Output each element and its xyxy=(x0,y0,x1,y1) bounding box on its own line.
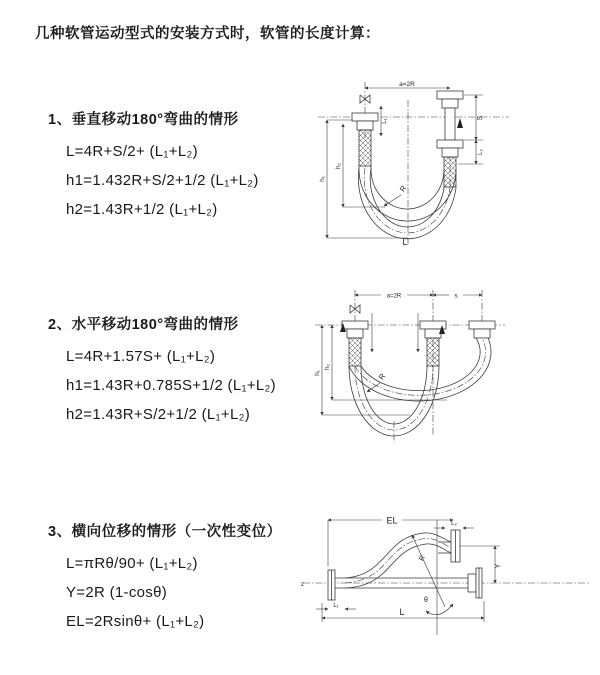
dimension-lines xyxy=(327,88,483,238)
hose-fittings xyxy=(340,321,495,366)
dim-label-r: R xyxy=(376,371,388,382)
dim-label-r: R xyxy=(397,183,409,194)
formula-y: Y=2R (1-cosθ) xyxy=(66,584,168,601)
dim-label-el: EL xyxy=(386,515,398,526)
dim-label-y: Y xyxy=(495,563,502,569)
page-title: 几种软管运动型式的安装方式时，软管的长度计算： xyxy=(35,26,380,42)
dim-label-l2: L₂ xyxy=(451,521,457,527)
dim-label-l1: L₁ xyxy=(333,603,339,609)
section-vertical-movement xyxy=(48,108,259,224)
dim-label-h1: h₁ xyxy=(314,370,321,376)
dim-label-l: L xyxy=(402,237,408,247)
formula-l: L=πRθ/90+ (L₁+L₂) xyxy=(66,555,198,572)
section-lateral-displacement xyxy=(48,520,282,636)
centerlines xyxy=(315,290,505,443)
dim-label-h2: h₂ xyxy=(324,363,331,371)
hose-fittings xyxy=(352,91,463,187)
dim-label-r: R xyxy=(418,554,427,563)
dim-label-s: s xyxy=(454,292,458,300)
formula-l: L=4R+S/2+ (L₁+L₂) xyxy=(66,143,198,160)
formula-h2: h2=1.43R+1/2 (L₁+L₂) xyxy=(66,201,218,218)
diagram-horizontal-180-bend xyxy=(310,288,510,446)
centerline-mark: z xyxy=(301,582,304,588)
motion-up-arrow-icon xyxy=(457,118,463,128)
formula-el: EL=2Rsinθ+ (L₁+L₂) xyxy=(66,613,205,630)
hose-s-curve xyxy=(345,533,451,588)
dimension-lines xyxy=(316,520,500,622)
dim-label-theta: θ xyxy=(424,597,428,604)
dimension-lines xyxy=(322,292,482,415)
flanges-and-tube xyxy=(328,530,482,600)
section-1-heading: 1、垂直移动180°弯曲的情形 xyxy=(48,112,239,128)
hose-bend-arcs xyxy=(358,166,456,239)
formula-l: L=4R+1.57S+ (L₁+L₂) xyxy=(66,348,216,365)
dim-label-l: L xyxy=(399,607,405,617)
dim-label-s: S xyxy=(477,115,484,121)
formula-h2: h2=1.43R+S/2+1/2 (L₁+L₂) xyxy=(66,406,251,423)
dim-label-h2: h₂ xyxy=(335,162,342,170)
dim-label-a2r: a=2R xyxy=(386,293,402,300)
dim-label-h1: h₁ xyxy=(319,176,326,182)
formula-h1: h1=1.432R+S/2+1/2 (L₁+L₂) xyxy=(66,172,259,189)
dim-label-l1: L₁ xyxy=(382,118,388,124)
section-2-heading: 2、水平移动180°弯曲的情形 xyxy=(48,317,239,333)
formula-h1: h1=1.43R+0.785S+1/2 (L₁+L₂) xyxy=(66,377,276,394)
diagram-vertical-180-bend xyxy=(313,78,525,253)
dimension-labels xyxy=(301,516,502,618)
diagram-lateral-displacement xyxy=(298,505,598,645)
dim-label-l2: L₂ xyxy=(478,149,484,155)
section-3-heading: 3、横向位移的情形（一次性变位） xyxy=(48,524,282,540)
hose-bend-arcs xyxy=(349,338,491,436)
section-horizontal-movement xyxy=(48,313,276,429)
dim-label-a2r: a=2R xyxy=(399,81,415,88)
